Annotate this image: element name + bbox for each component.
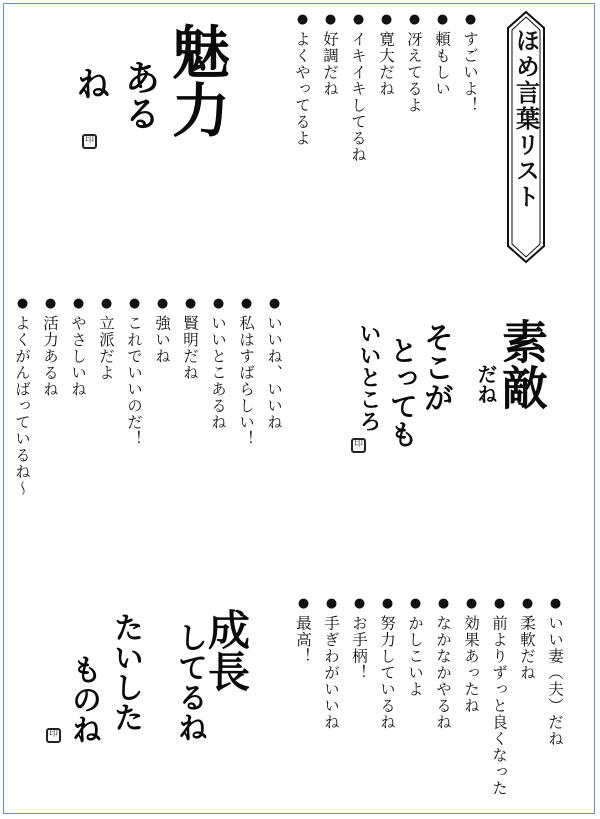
list-item: ●寛大だね: [377, 12, 395, 97]
calligraphy-sub: だね: [474, 364, 498, 404]
calligraphy-sub: とっても: [386, 336, 419, 448]
list-item: ●私はすばらしい！: [237, 296, 255, 447]
calligraphy-sub: たいした: [108, 612, 143, 732]
title-box: [504, 10, 548, 264]
artist-seal-icon: 印: [82, 134, 97, 149]
calligraphy-sub: そこが: [418, 322, 453, 412]
artist-seal-icon: 印: [351, 438, 366, 453]
list-item: ●よくがんばっているね〜: [13, 296, 31, 497]
list-item: ●立派だよ: [97, 296, 115, 381]
section-1-list: [288, 12, 484, 163]
list-item: ●手ぎわがいいね: [322, 596, 340, 731]
list-item: ●頼もしい: [433, 12, 451, 97]
section-3-list: [289, 596, 569, 797]
list-item: ●いいとこあるね: [209, 296, 227, 431]
list-item: ●お手柄！: [350, 596, 368, 681]
list-item: ●賢明だね: [181, 296, 199, 381]
calligraphy-sub: ある: [119, 59, 161, 131]
list-item: ●柔軟だね: [518, 596, 536, 681]
calligraphy-sub: ね: [70, 66, 110, 100]
list-item: ●よくやってるよ: [293, 12, 311, 147]
calligraphy-main: 成長: [202, 608, 251, 692]
calligraphy-main: 魅力: [162, 22, 230, 138]
list-item: ●最高！: [294, 596, 312, 665]
list-item: ●前よりずっと良くなった: [490, 596, 508, 797]
list-item: ●これでいいのだ！: [125, 296, 143, 447]
page-title: ほめ言葉リスト: [511, 28, 540, 210]
list-item: ●努力しているね: [378, 596, 396, 731]
list-item: ●かしこいよ: [406, 596, 424, 698]
list-item: ●冴えてるよ: [405, 12, 423, 114]
calligraphy-main: 素敵: [495, 318, 549, 410]
list-item: ●効果あったね: [462, 596, 480, 714]
list-item: ●いいね、いいね: [265, 296, 283, 431]
list-item: ●イキイキしてるね: [349, 12, 367, 163]
calligraphy-sub: いいところ: [356, 322, 382, 432]
list-item: ●やさしいね: [69, 296, 87, 398]
calligraphy-sub: してるね: [172, 622, 207, 742]
list-item: ●好調だね: [321, 12, 339, 97]
list-item: ●活力あるね: [41, 296, 59, 398]
page-frame: [3, 3, 595, 814]
list-item: ●強いね: [153, 296, 171, 365]
section-2-list: [8, 296, 288, 497]
list-item: ●すごいよ！: [461, 12, 479, 114]
list-item: ●いい妻（夫）だね: [546, 596, 564, 747]
artist-seal-icon: 印: [46, 728, 61, 743]
list-item: ●なかなかやるね: [434, 596, 452, 731]
calligraphy-sub: ものね: [66, 654, 101, 744]
